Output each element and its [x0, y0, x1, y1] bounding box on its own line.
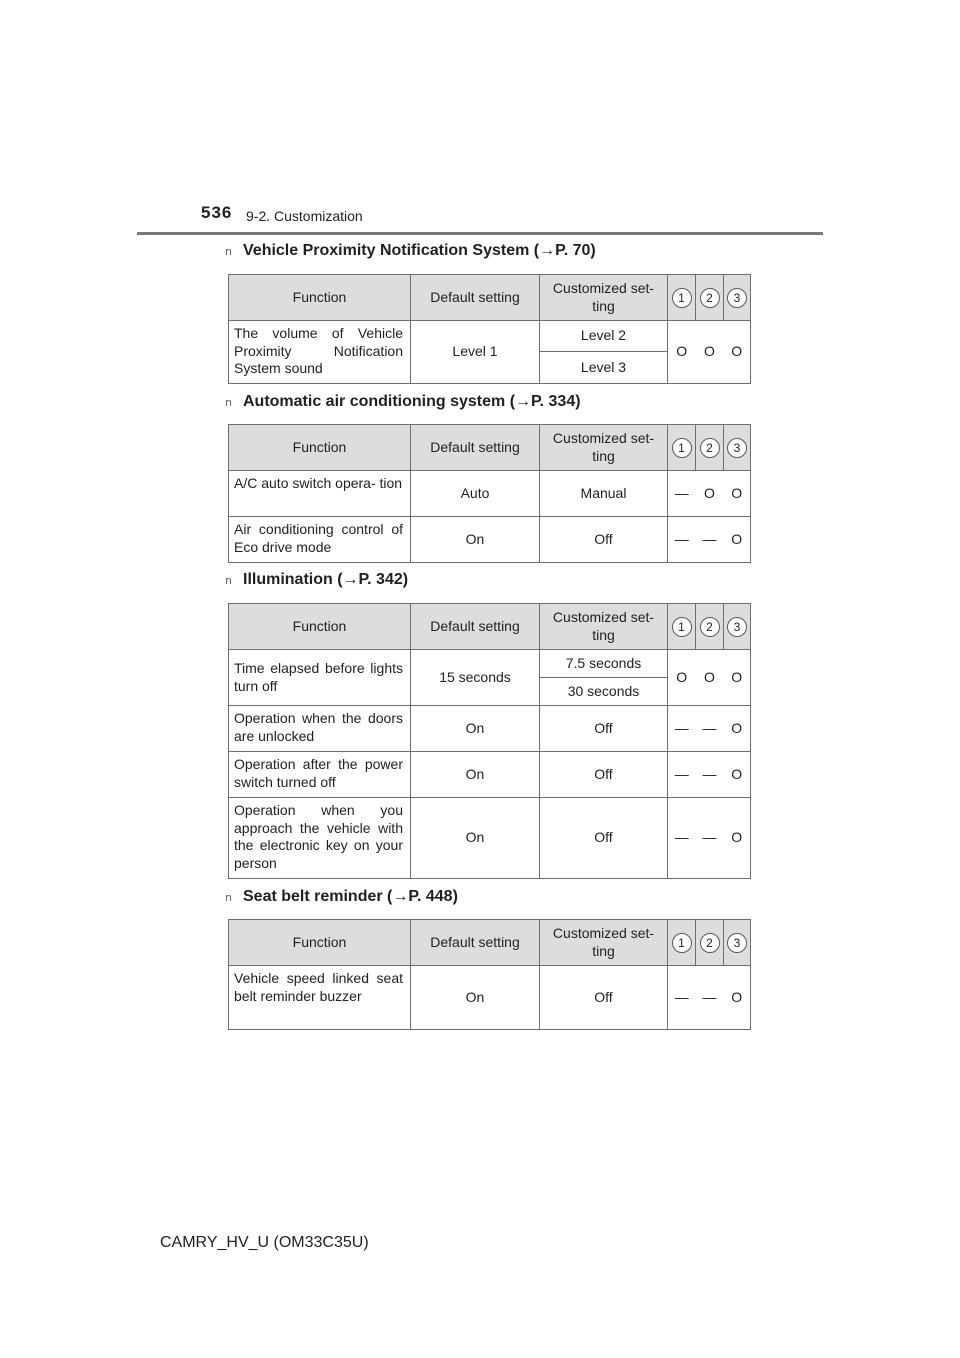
mark-cell-2: — [696, 966, 724, 1030]
mark-cell-3: O [724, 966, 751, 1030]
circled-1-header: 1 [668, 275, 696, 321]
section-heading-seat-belt: n Seat belt reminder (→P. 448) [225, 888, 458, 905]
mark-cell-3: O [724, 650, 751, 706]
mark-cell-3: O [724, 471, 751, 517]
default-setting-header: Default setting [411, 425, 540, 471]
table-header-row [229, 425, 751, 471]
mark-cell-2: — [696, 798, 724, 879]
bullet-icon: n [225, 245, 232, 258]
mark-cell-3: O [724, 321, 751, 384]
default-cell: On [411, 517, 540, 563]
circled-2-header: 2 [696, 425, 724, 471]
function-header: Function [229, 425, 411, 471]
mark-cell-1: — [668, 752, 696, 798]
circled-1-header: 1 [668, 604, 696, 650]
table-header-row [229, 275, 751, 321]
mark-cell-1: — [668, 471, 696, 517]
customized-setting-header: Customized set- ting [540, 604, 668, 650]
table-row [229, 471, 751, 517]
circled-1-header: 1 [668, 425, 696, 471]
mark-cell-3: O [724, 706, 751, 752]
customized-cell: Off [540, 517, 668, 563]
customized-setting-header: Customized set- ting [540, 425, 668, 471]
default-cell: Auto [411, 471, 540, 517]
table-header-row [229, 920, 751, 966]
default-setting-header: Default setting [411, 920, 540, 966]
mark-cell-1: — [668, 517, 696, 563]
table-row [229, 321, 751, 352]
page-number: 536 [201, 203, 233, 222]
table-row [229, 650, 751, 678]
function-cell: The volume of Vehicle Proximity Notification System sound [229, 321, 411, 384]
circled-3-header: 3 [724, 604, 751, 650]
footer-model-code: CAMRY_HV_U (OM33C35U) [160, 1234, 369, 1251]
section-heading-illumination: n Illumination (→P. 342) [225, 571, 409, 588]
section-title: 9-2. Customization [246, 208, 363, 224]
bullet-icon: n [225, 574, 232, 587]
circled-2-header: 2 [696, 275, 724, 321]
bullet-icon: n [225, 396, 232, 409]
mark-cell-1: O [668, 321, 696, 384]
function-header: Function [229, 920, 411, 966]
customized-cell: Level 3 [540, 352, 668, 384]
default-setting-header: Default setting [411, 275, 540, 321]
default-cell: On [411, 798, 540, 879]
table-header-row [229, 604, 751, 650]
section-heading-air-conditioning: n Automatic air conditioning system (→P. 334) [225, 393, 581, 410]
table-row [229, 752, 751, 798]
customized-cell: Off [540, 966, 668, 1030]
function-cell: A/C auto switch opera- tion [229, 471, 411, 517]
function-cell: Time elapsed before lights turn off [229, 650, 411, 706]
customized-cell: Off [540, 706, 668, 752]
mark-cell-1: — [668, 798, 696, 879]
mark-cell-2: O [696, 650, 724, 706]
function-cell: Operation when you approach the vehicle with the electronic key on your person [229, 798, 411, 879]
circled-2-header: 2 [696, 604, 724, 650]
header-rule [137, 232, 823, 235]
default-cell: 15 seconds [411, 650, 540, 706]
mark-cell-1: — [668, 706, 696, 752]
mark-cell-1: O [668, 650, 696, 706]
mark-cell-3: O [724, 798, 751, 879]
mark-cell-2: — [696, 752, 724, 798]
table-row [229, 966, 751, 1030]
function-header: Function [229, 275, 411, 321]
mark-cell-3: O [724, 517, 751, 563]
customized-cell: Manual [540, 471, 668, 517]
mark-cell-3: O [724, 752, 751, 798]
mark-cell-2: O [696, 321, 724, 384]
default-cell: On [411, 706, 540, 752]
section-heading-vehicle-proximity: n Vehicle Proximity Notification System (→P. 70) [225, 242, 596, 259]
table-row [229, 798, 751, 879]
customized-cell: Off [540, 798, 668, 879]
air-conditioning-table [228, 424, 751, 563]
bullet-icon: n [225, 891, 232, 904]
customized-setting-header: Customized set- ting [540, 920, 668, 966]
circled-3-header: 3 [724, 275, 751, 321]
circled-3-header: 3 [724, 920, 751, 966]
default-cell: Level 1 [411, 321, 540, 384]
function-cell: Operation after the power switch turned off [229, 752, 411, 798]
mark-cell-1: — [668, 966, 696, 1030]
mark-cell-2: — [696, 706, 724, 752]
circled-2-header: 2 [696, 920, 724, 966]
default-setting-header: Default setting [411, 604, 540, 650]
function-header: Function [229, 604, 411, 650]
function-cell: Operation when the doors are unlocked [229, 706, 411, 752]
seat-belt-table [228, 919, 751, 1030]
default-cell: On [411, 966, 540, 1030]
illumination-table [228, 603, 751, 879]
function-cell: Air conditioning control of Eco drive mode [229, 517, 411, 563]
default-cell: On [411, 752, 540, 798]
function-cell: Vehicle speed linked seat belt reminder buzzer [229, 966, 411, 1030]
vehicle-proximity-table [228, 274, 751, 384]
customized-cell: Off [540, 752, 668, 798]
mark-cell-2: O [696, 471, 724, 517]
customized-cell: 30 seconds [540, 678, 668, 706]
table-row [229, 517, 751, 563]
customized-cell: 7.5 seconds [540, 650, 668, 678]
circled-1-header: 1 [668, 920, 696, 966]
customized-cell: Level 2 [540, 321, 668, 352]
customized-setting-header: Customized set- ting [540, 275, 668, 321]
mark-cell-2: — [696, 517, 724, 563]
table-row [229, 706, 751, 752]
circled-3-header: 3 [724, 425, 751, 471]
